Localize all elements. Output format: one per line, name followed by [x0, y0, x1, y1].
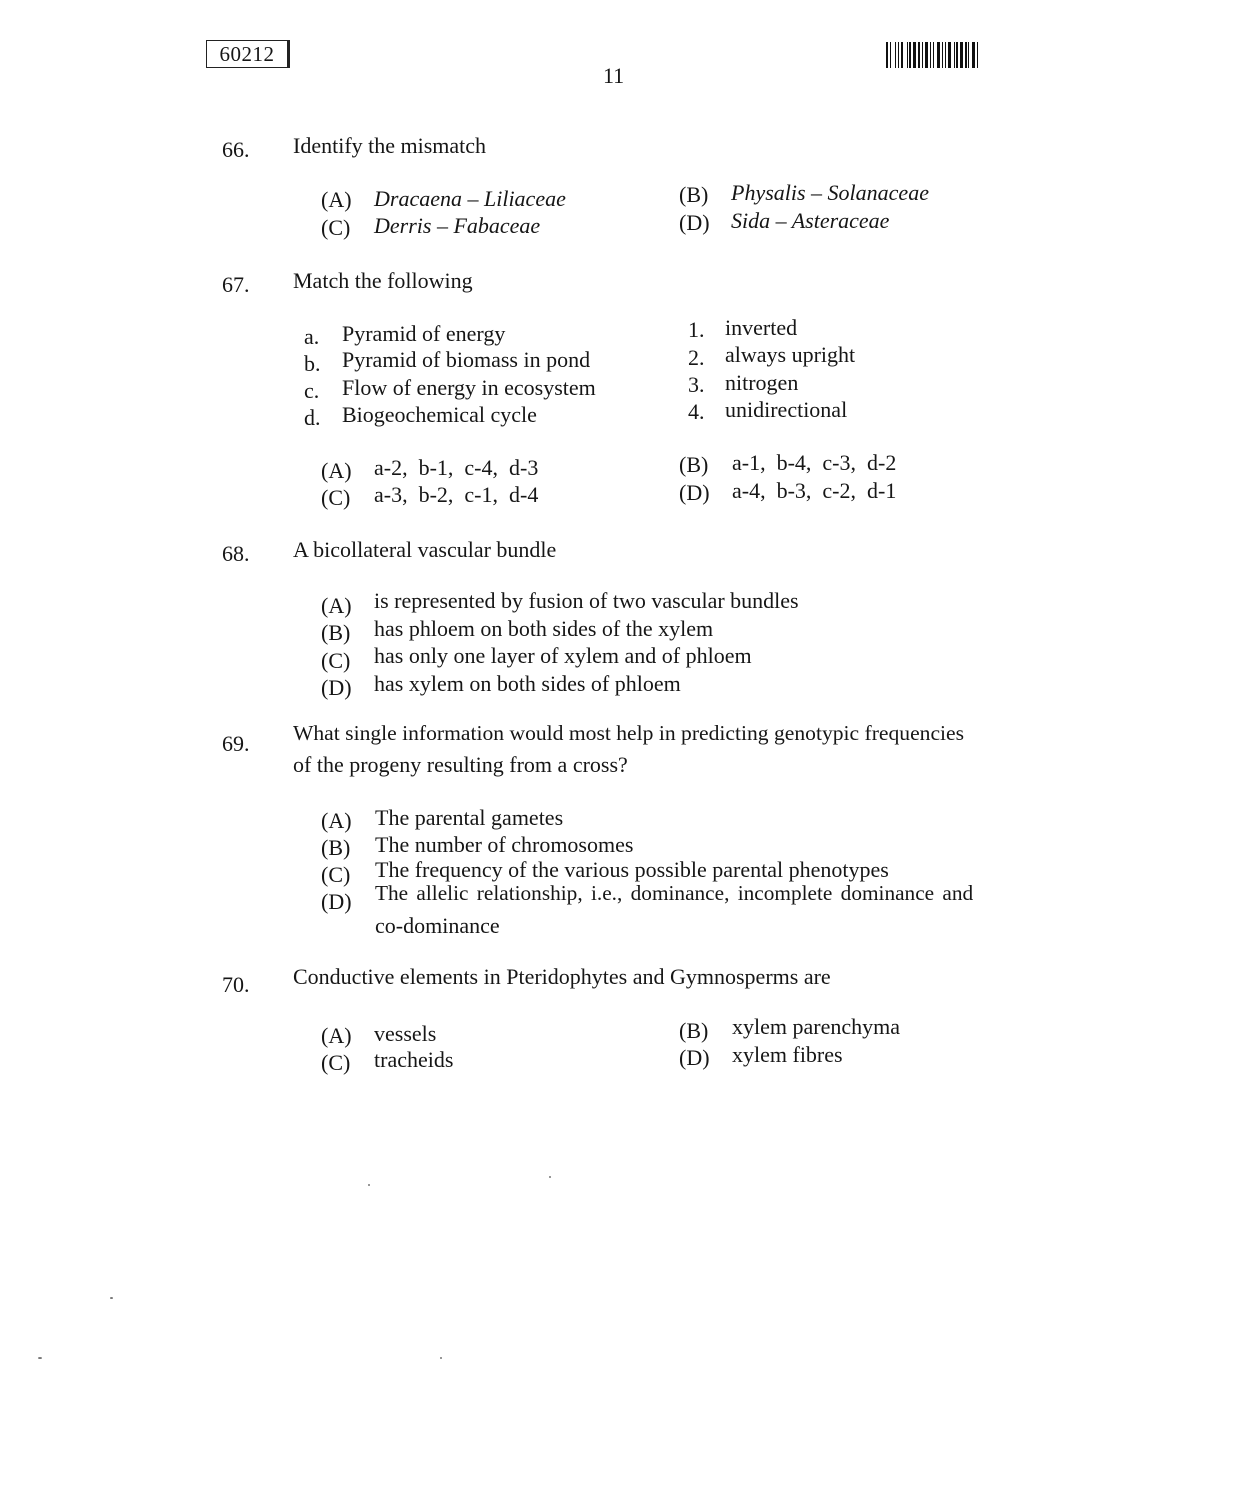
- option-text: The parental gametes: [375, 805, 564, 830]
- match-item: Flow of energy in ecosystem: [342, 375, 596, 400]
- option-text: The allelic relationship, i.e., dominance, incomplete dominance and: [375, 881, 974, 905]
- scan-speck: [440, 1357, 442, 1359]
- option-text: has xylem on both sides of phloem: [374, 671, 681, 696]
- match-key: 2.: [688, 345, 705, 370]
- barcode-bar: [886, 42, 888, 68]
- match-key: d.: [304, 405, 321, 430]
- option-text: tracheids: [374, 1047, 454, 1072]
- barcode-bar: [930, 42, 931, 68]
- match-item: Pyramid of energy: [342, 321, 506, 346]
- match-item: inverted: [725, 315, 798, 340]
- question-text: A bicollateral vascular bundle: [293, 537, 557, 562]
- option-text: Dracaena – Liliaceae: [374, 186, 566, 211]
- question-text-continued: of the progeny resulting from a cross?: [293, 752, 628, 777]
- option-text: a-2, b-1, c-4, d-3: [374, 455, 539, 480]
- question-text: Match the following: [293, 268, 473, 293]
- option-letter: (D): [321, 675, 352, 700]
- question-number: 66.: [222, 137, 250, 162]
- barcode-bar: [956, 42, 958, 68]
- option-letter: (B): [679, 452, 709, 477]
- match-key: 3.: [688, 372, 705, 397]
- barcode-bar: [907, 42, 908, 68]
- option-letter: (C): [321, 1050, 351, 1075]
- option-letter: (A): [321, 458, 352, 483]
- option-letter: (A): [321, 593, 352, 618]
- barcode-bar: [918, 42, 920, 68]
- option-text: is represented by fusion of two vascular bundles: [374, 588, 799, 613]
- option-text: has only one layer of xylem and of phloem: [374, 643, 752, 668]
- barcode-bar: [945, 42, 946, 68]
- match-key: 4.: [688, 399, 705, 424]
- option-letter: (A): [321, 187, 352, 212]
- question-text: What single information would most help in predicting genotypic frequencies: [293, 721, 965, 745]
- match-key: b.: [304, 351, 321, 376]
- question-number: 68.: [222, 541, 250, 566]
- barcode: [886, 42, 1040, 68]
- option-letter: (D): [679, 1045, 710, 1070]
- match-key: c.: [304, 378, 320, 403]
- option-letter: (A): [321, 1023, 352, 1048]
- question-number: 67.: [222, 272, 250, 297]
- question-number: 69.: [222, 731, 250, 756]
- match-key: 1.: [688, 317, 705, 342]
- barcode-bar: [913, 42, 916, 68]
- option-text: has phloem on both sides of the xylem: [374, 616, 714, 641]
- option-letter: (B): [679, 182, 709, 207]
- option-letter: (C): [321, 215, 351, 240]
- match-item: unidirectional: [725, 397, 848, 422]
- option-letter: (B): [321, 620, 351, 645]
- barcode-bar: [954, 42, 955, 68]
- paper-code-box: 60212: [206, 40, 290, 68]
- option-letter: (C): [321, 485, 351, 510]
- option-letter: (D): [679, 480, 710, 505]
- barcode-bar: [901, 42, 903, 68]
- question-text: Identify the mismatch: [293, 133, 487, 158]
- option-text: xylem parenchyma: [732, 1014, 900, 1039]
- option-text: xylem fibres: [732, 1042, 843, 1067]
- page-number: 11: [603, 63, 625, 88]
- option-text-continued: co-dominance: [375, 913, 500, 938]
- barcode-bar: [890, 42, 891, 68]
- match-item: Pyramid of biomass in pond: [342, 347, 591, 372]
- option-letter: (D): [679, 210, 710, 235]
- match-item: always upright: [725, 342, 856, 367]
- barcode-bar: [942, 42, 943, 68]
- option-letter: (D): [321, 889, 352, 914]
- option-letter: (C): [321, 648, 351, 673]
- option-text: Sida – Asteraceae: [731, 208, 890, 233]
- barcode-bar: [925, 42, 928, 68]
- match-item: nitrogen: [725, 370, 799, 395]
- barcode-bar: [922, 42, 923, 68]
- barcode-bar: [937, 42, 940, 68]
- question-text: Conductive elements in Pteridophytes and Gymnosperms are: [293, 964, 831, 989]
- scan-speck: [549, 1176, 551, 1178]
- option-text: Physalis – Solanaceae: [731, 180, 929, 205]
- barcode-bar: [909, 42, 911, 68]
- barcode-bar: [968, 42, 969, 68]
- match-key: a.: [304, 324, 320, 349]
- option-letter: (B): [321, 835, 351, 860]
- barcode-bar: [898, 42, 899, 68]
- scan-speck: [368, 1184, 370, 1186]
- barcode-bar: [972, 42, 975, 68]
- barcode-bar: [948, 42, 951, 68]
- scan-speck: [38, 1357, 42, 1359]
- option-text: Derris – Fabaceae: [374, 213, 541, 238]
- barcode-bar: [960, 42, 963, 68]
- option-text: The number of chromosomes: [375, 832, 634, 857]
- question-number: 70.: [222, 972, 250, 997]
- option-text: a-3, b-2, c-1, d-4: [374, 482, 539, 507]
- barcode-bar: [933, 42, 934, 68]
- option-letter: (B): [679, 1018, 709, 1043]
- option-text: a-1, b-4, c-3, d-2: [732, 450, 897, 475]
- match-item: Biogeochemical cycle: [342, 402, 537, 427]
- option-text: vessels: [374, 1021, 437, 1046]
- barcode-bar: [965, 42, 967, 68]
- option-letter: (A): [321, 808, 352, 833]
- barcode-bar: [895, 42, 896, 68]
- option-text: The frequency of the various possible parental phenotypes: [375, 857, 889, 882]
- option-text: a-4, b-3, c-2, d-1: [732, 478, 897, 503]
- option-letter: (C): [321, 862, 351, 887]
- scan-speck: [110, 1297, 113, 1299]
- barcode-bar: [977, 42, 978, 68]
